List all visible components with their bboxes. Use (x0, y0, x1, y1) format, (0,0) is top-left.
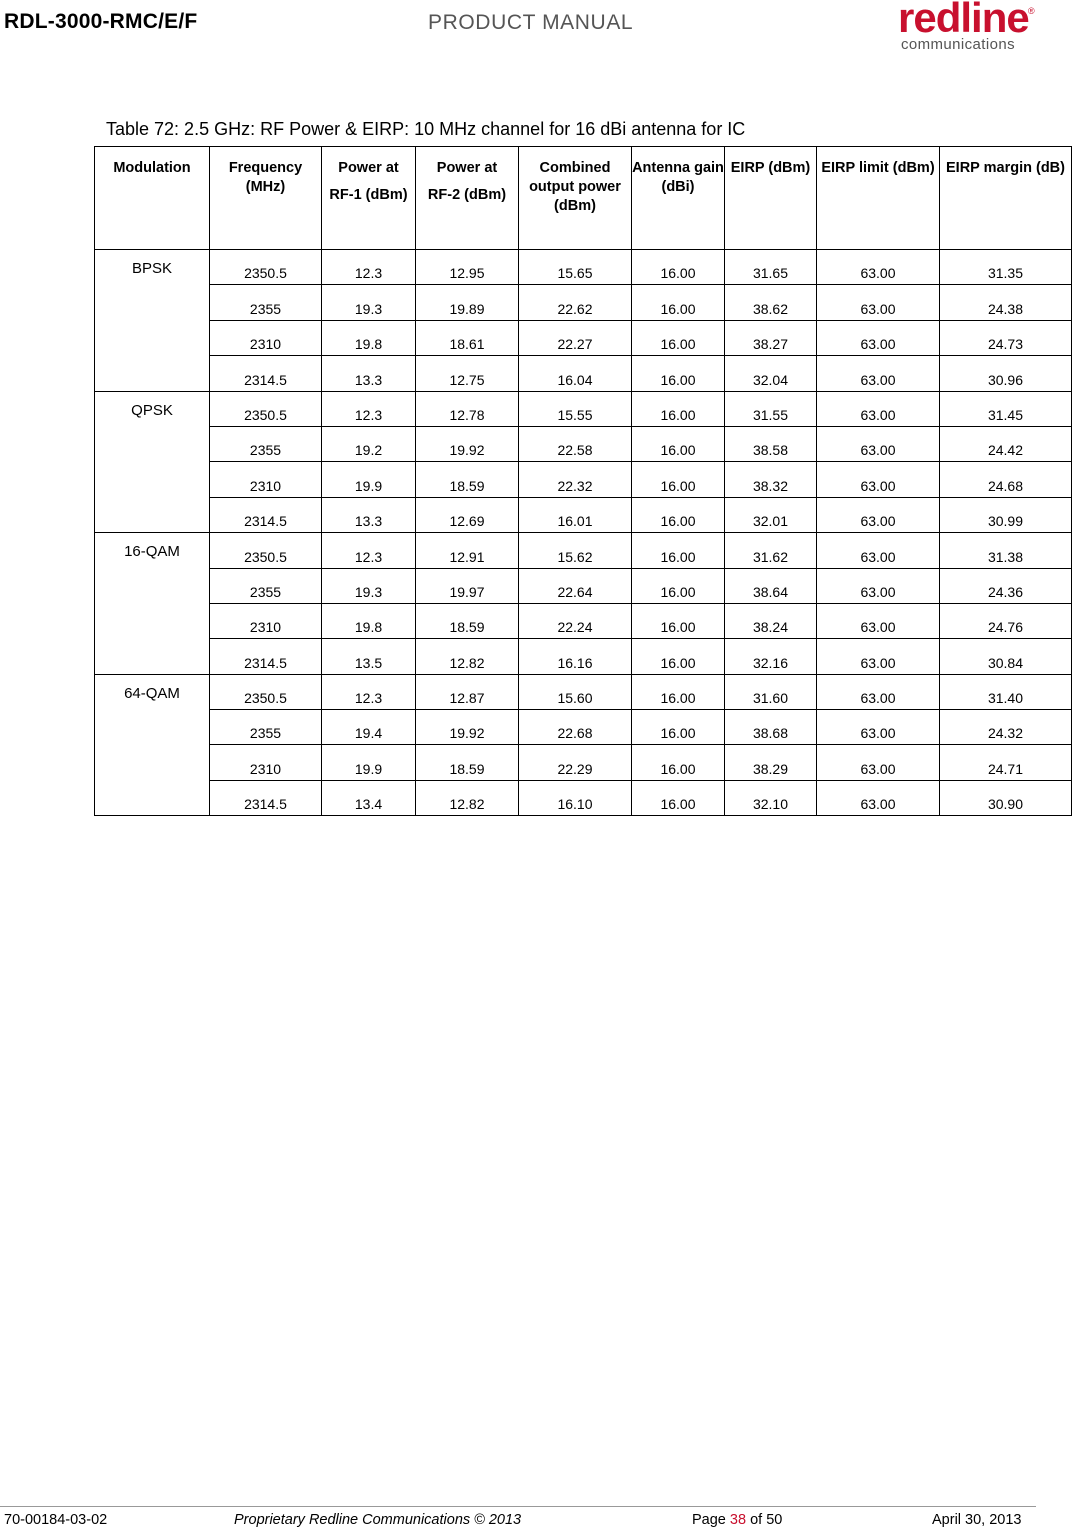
footer-page-number: 38 (729, 1512, 747, 1528)
cell-eirp-margin: 30.84 (940, 639, 1072, 674)
footer-doc-number: 70-00184-03-02 (4, 1512, 108, 1528)
cell-power-rf2: 18.59 (416, 462, 519, 497)
cell-eirp-limit: 63.00 (817, 320, 940, 355)
cell-combined-output: 22.27 (519, 320, 632, 355)
table-row (95, 533, 1072, 568)
table-row (95, 603, 1072, 638)
cell-power-rf2: 12.82 (416, 780, 519, 815)
cell-antenna-gain: 16.00 (632, 391, 725, 426)
cell-frequency: 2314.5 (210, 497, 322, 532)
table-row (95, 780, 1072, 815)
header-eirp-limit: EIRP limit (dBm) (817, 147, 940, 250)
cell-eirp: 31.62 (725, 533, 817, 568)
cell-antenna-gain: 16.00 (632, 568, 725, 603)
cell-eirp-limit: 63.00 (817, 533, 940, 568)
cell-antenna-gain: 16.00 (632, 639, 725, 674)
cell-eirp-margin: 31.38 (940, 533, 1072, 568)
cell-eirp: 38.64 (725, 568, 817, 603)
cell-eirp: 32.01 (725, 497, 817, 532)
logo-wordmark: redline (898, 0, 1029, 41)
cell-power-rf1: 19.9 (322, 745, 416, 780)
cell-power-rf1: 12.3 (322, 533, 416, 568)
cell-eirp-margin: 24.36 (940, 568, 1072, 603)
cell-modulation: 64-QAM (95, 674, 210, 816)
footer-date: April 30, 2013 (932, 1512, 1022, 1528)
table-row (95, 568, 1072, 603)
cell-frequency: 2355 (210, 285, 322, 320)
cell-eirp-limit: 63.00 (817, 285, 940, 320)
cell-combined-output: 16.04 (519, 356, 632, 391)
cell-antenna-gain: 16.00 (632, 745, 725, 780)
document-model-title: RDL-3000-RMC/E/F (4, 10, 198, 33)
cell-power-rf1: 13.3 (322, 497, 416, 532)
cell-eirp-margin: 30.99 (940, 497, 1072, 532)
cell-eirp-margin: 24.73 (940, 320, 1072, 355)
header-frequency: Frequency (MHz) (210, 147, 322, 250)
table-row (95, 639, 1072, 674)
cell-power-rf1: 19.9 (322, 462, 416, 497)
cell-eirp-margin: 24.42 (940, 426, 1072, 461)
cell-power-rf1: 19.8 (322, 603, 416, 638)
cell-frequency: 2314.5 (210, 639, 322, 674)
cell-power-rf2: 12.95 (416, 250, 519, 285)
cell-eirp-limit: 63.00 (817, 568, 940, 603)
cell-eirp-margin: 24.68 (940, 462, 1072, 497)
cell-combined-output: 22.58 (519, 426, 632, 461)
table-row (95, 745, 1072, 780)
table-row (95, 462, 1072, 497)
cell-frequency: 2310 (210, 603, 322, 638)
cell-eirp-margin: 24.71 (940, 745, 1072, 780)
cell-power-rf1: 12.3 (322, 391, 416, 426)
cell-eirp: 32.16 (725, 639, 817, 674)
cell-eirp: 38.68 (725, 710, 817, 745)
footer-proprietary: Proprietary Redline Communications © 2013 (234, 1512, 522, 1528)
header-eirp-margin: EIRP margin (dB) (940, 147, 1072, 250)
header-power-rf1-bottom: RF-1 (dBm) (329, 187, 408, 203)
cell-eirp: 38.29 (725, 745, 817, 780)
cell-eirp-margin: 31.35 (940, 250, 1072, 285)
cell-power-rf2: 12.69 (416, 497, 519, 532)
cell-frequency: 2310 (210, 745, 322, 780)
table-header-row (95, 147, 1072, 250)
cell-power-rf2: 12.82 (416, 639, 519, 674)
cell-power-rf1: 13.5 (322, 639, 416, 674)
cell-eirp: 38.32 (725, 462, 817, 497)
cell-eirp-limit: 63.00 (817, 674, 940, 709)
cell-power-rf1: 12.3 (322, 250, 416, 285)
cell-combined-output: 22.29 (519, 745, 632, 780)
redline-logo (896, 0, 1036, 56)
table-row (95, 426, 1072, 461)
rf-power-eirp-table (94, 146, 1072, 816)
cell-frequency: 2314.5 (210, 780, 322, 815)
cell-power-rf1: 19.3 (322, 285, 416, 320)
cell-power-rf2: 18.59 (416, 745, 519, 780)
header-eirp: EIRP (dBm) (725, 147, 817, 250)
cell-eirp-margin: 24.32 (940, 710, 1072, 745)
cell-frequency: 2350.5 (210, 533, 322, 568)
cell-eirp-margin: 31.40 (940, 674, 1072, 709)
cell-power-rf2: 12.78 (416, 391, 519, 426)
cell-power-rf2: 19.97 (416, 568, 519, 603)
table-row (95, 356, 1072, 391)
cell-combined-output: 22.64 (519, 568, 632, 603)
cell-antenna-gain: 16.00 (632, 250, 725, 285)
cell-eirp: 38.58 (725, 426, 817, 461)
cell-eirp: 38.62 (725, 285, 817, 320)
cell-antenna-gain: 16.00 (632, 285, 725, 320)
cell-combined-output: 15.60 (519, 674, 632, 709)
header-modulation: Modulation (95, 147, 210, 250)
cell-frequency: 2350.5 (210, 391, 322, 426)
footer-page-prefix: Page (692, 1512, 730, 1528)
header-power-rf2-top: Power at (436, 160, 498, 176)
cell-eirp-limit: 63.00 (817, 639, 940, 674)
cell-eirp-margin: 24.38 (940, 285, 1072, 320)
cell-eirp-limit: 63.00 (817, 780, 940, 815)
table-row (95, 710, 1072, 745)
table-row (95, 250, 1072, 285)
table-row (95, 497, 1072, 532)
cell-combined-output: 15.65 (519, 250, 632, 285)
cell-frequency: 2350.5 (210, 674, 322, 709)
header-power-rf2-bottom: RF-2 (dBm) (427, 187, 507, 203)
footer-page-indicator (692, 1512, 782, 1528)
table-caption: Table 72: 2.5 GHz: RF Power & EIRP: 10 MHz channel for 16 dBi antenna for IC (106, 119, 746, 139)
cell-eirp-limit: 63.00 (817, 603, 940, 638)
cell-eirp: 31.55 (725, 391, 817, 426)
table-body (95, 250, 1072, 816)
cell-eirp: 32.04 (725, 356, 817, 391)
header-combined-output: Combined output power (dBm) (519, 147, 632, 250)
cell-antenna-gain: 16.00 (632, 426, 725, 461)
cell-eirp: 31.60 (725, 674, 817, 709)
cell-power-rf2: 18.59 (416, 603, 519, 638)
cell-antenna-gain: 16.00 (632, 356, 725, 391)
cell-antenna-gain: 16.00 (632, 533, 725, 568)
cell-power-rf2: 19.92 (416, 710, 519, 745)
cell-eirp: 38.24 (725, 603, 817, 638)
cell-combined-output: 15.62 (519, 533, 632, 568)
cell-combined-output: 16.01 (519, 497, 632, 532)
cell-frequency: 2355 (210, 426, 322, 461)
cell-frequency: 2314.5 (210, 356, 322, 391)
cell-power-rf2: 12.91 (416, 533, 519, 568)
cell-combined-output: 16.16 (519, 639, 632, 674)
cell-eirp-margin: 24.76 (940, 603, 1072, 638)
cell-modulation: 16-QAM (95, 533, 210, 675)
cell-eirp: 31.65 (725, 250, 817, 285)
cell-eirp: 38.27 (725, 320, 817, 355)
document-type-title: PRODUCT MANUAL (428, 11, 634, 34)
cell-combined-output: 22.62 (519, 285, 632, 320)
logo-subtitle: communications (901, 36, 1015, 53)
cell-power-rf2: 19.89 (416, 285, 519, 320)
cell-power-rf2: 12.87 (416, 674, 519, 709)
cell-power-rf1: 19.3 (322, 568, 416, 603)
cell-eirp-limit: 63.00 (817, 462, 940, 497)
cell-antenna-gain: 16.00 (632, 603, 725, 638)
cell-modulation: QPSK (95, 391, 210, 533)
cell-combined-output: 16.10 (519, 780, 632, 815)
cell-eirp-limit: 63.00 (817, 356, 940, 391)
table-row (95, 320, 1072, 355)
header-power-rf1-top: Power at (338, 160, 399, 176)
cell-power-rf1: 13.4 (322, 780, 416, 815)
cell-combined-output: 22.24 (519, 603, 632, 638)
cell-combined-output: 15.55 (519, 391, 632, 426)
cell-antenna-gain: 16.00 (632, 320, 725, 355)
footer-page-suffix: of 50 (746, 1512, 783, 1528)
cell-power-rf1: 12.3 (322, 674, 416, 709)
header-antenna-gain: Antenna gain (dBi) (632, 147, 725, 250)
footer-divider (0, 1506, 1036, 1507)
cell-eirp-limit: 63.00 (817, 426, 940, 461)
cell-power-rf1: 19.8 (322, 320, 416, 355)
cell-antenna-gain: 16.00 (632, 710, 725, 745)
cell-antenna-gain: 16.00 (632, 497, 725, 532)
cell-eirp-limit: 63.00 (817, 497, 940, 532)
cell-frequency: 2310 (210, 462, 322, 497)
cell-eirp-limit: 63.00 (817, 391, 940, 426)
cell-eirp-limit: 63.00 (817, 745, 940, 780)
cell-eirp-margin: 31.45 (940, 391, 1072, 426)
registered-mark-icon: ® (1028, 6, 1035, 16)
cell-frequency: 2355 (210, 568, 322, 603)
cell-antenna-gain: 16.00 (632, 674, 725, 709)
cell-power-rf1: 19.4 (322, 710, 416, 745)
cell-power-rf2: 19.92 (416, 426, 519, 461)
table-row (95, 285, 1072, 320)
cell-eirp-limit: 63.00 (817, 710, 940, 745)
cell-frequency: 2355 (210, 710, 322, 745)
cell-eirp-margin: 30.96 (940, 356, 1072, 391)
header-power-rf1 (322, 147, 416, 250)
cell-power-rf1: 19.2 (322, 426, 416, 461)
cell-eirp: 32.10 (725, 780, 817, 815)
table-row (95, 391, 1072, 426)
cell-combined-output: 22.32 (519, 462, 632, 497)
cell-antenna-gain: 16.00 (632, 780, 725, 815)
cell-combined-output: 22.68 (519, 710, 632, 745)
cell-frequency: 2350.5 (210, 250, 322, 285)
table-row (95, 674, 1072, 709)
cell-power-rf1: 13.3 (322, 356, 416, 391)
cell-eirp-limit: 63.00 (817, 250, 940, 285)
cell-modulation: BPSK (95, 250, 210, 392)
cell-eirp-margin: 30.90 (940, 780, 1072, 815)
cell-power-rf2: 12.75 (416, 356, 519, 391)
cell-frequency: 2310 (210, 320, 322, 355)
cell-power-rf2: 18.61 (416, 320, 519, 355)
cell-antenna-gain: 16.00 (632, 462, 725, 497)
header-power-rf2 (416, 147, 519, 250)
